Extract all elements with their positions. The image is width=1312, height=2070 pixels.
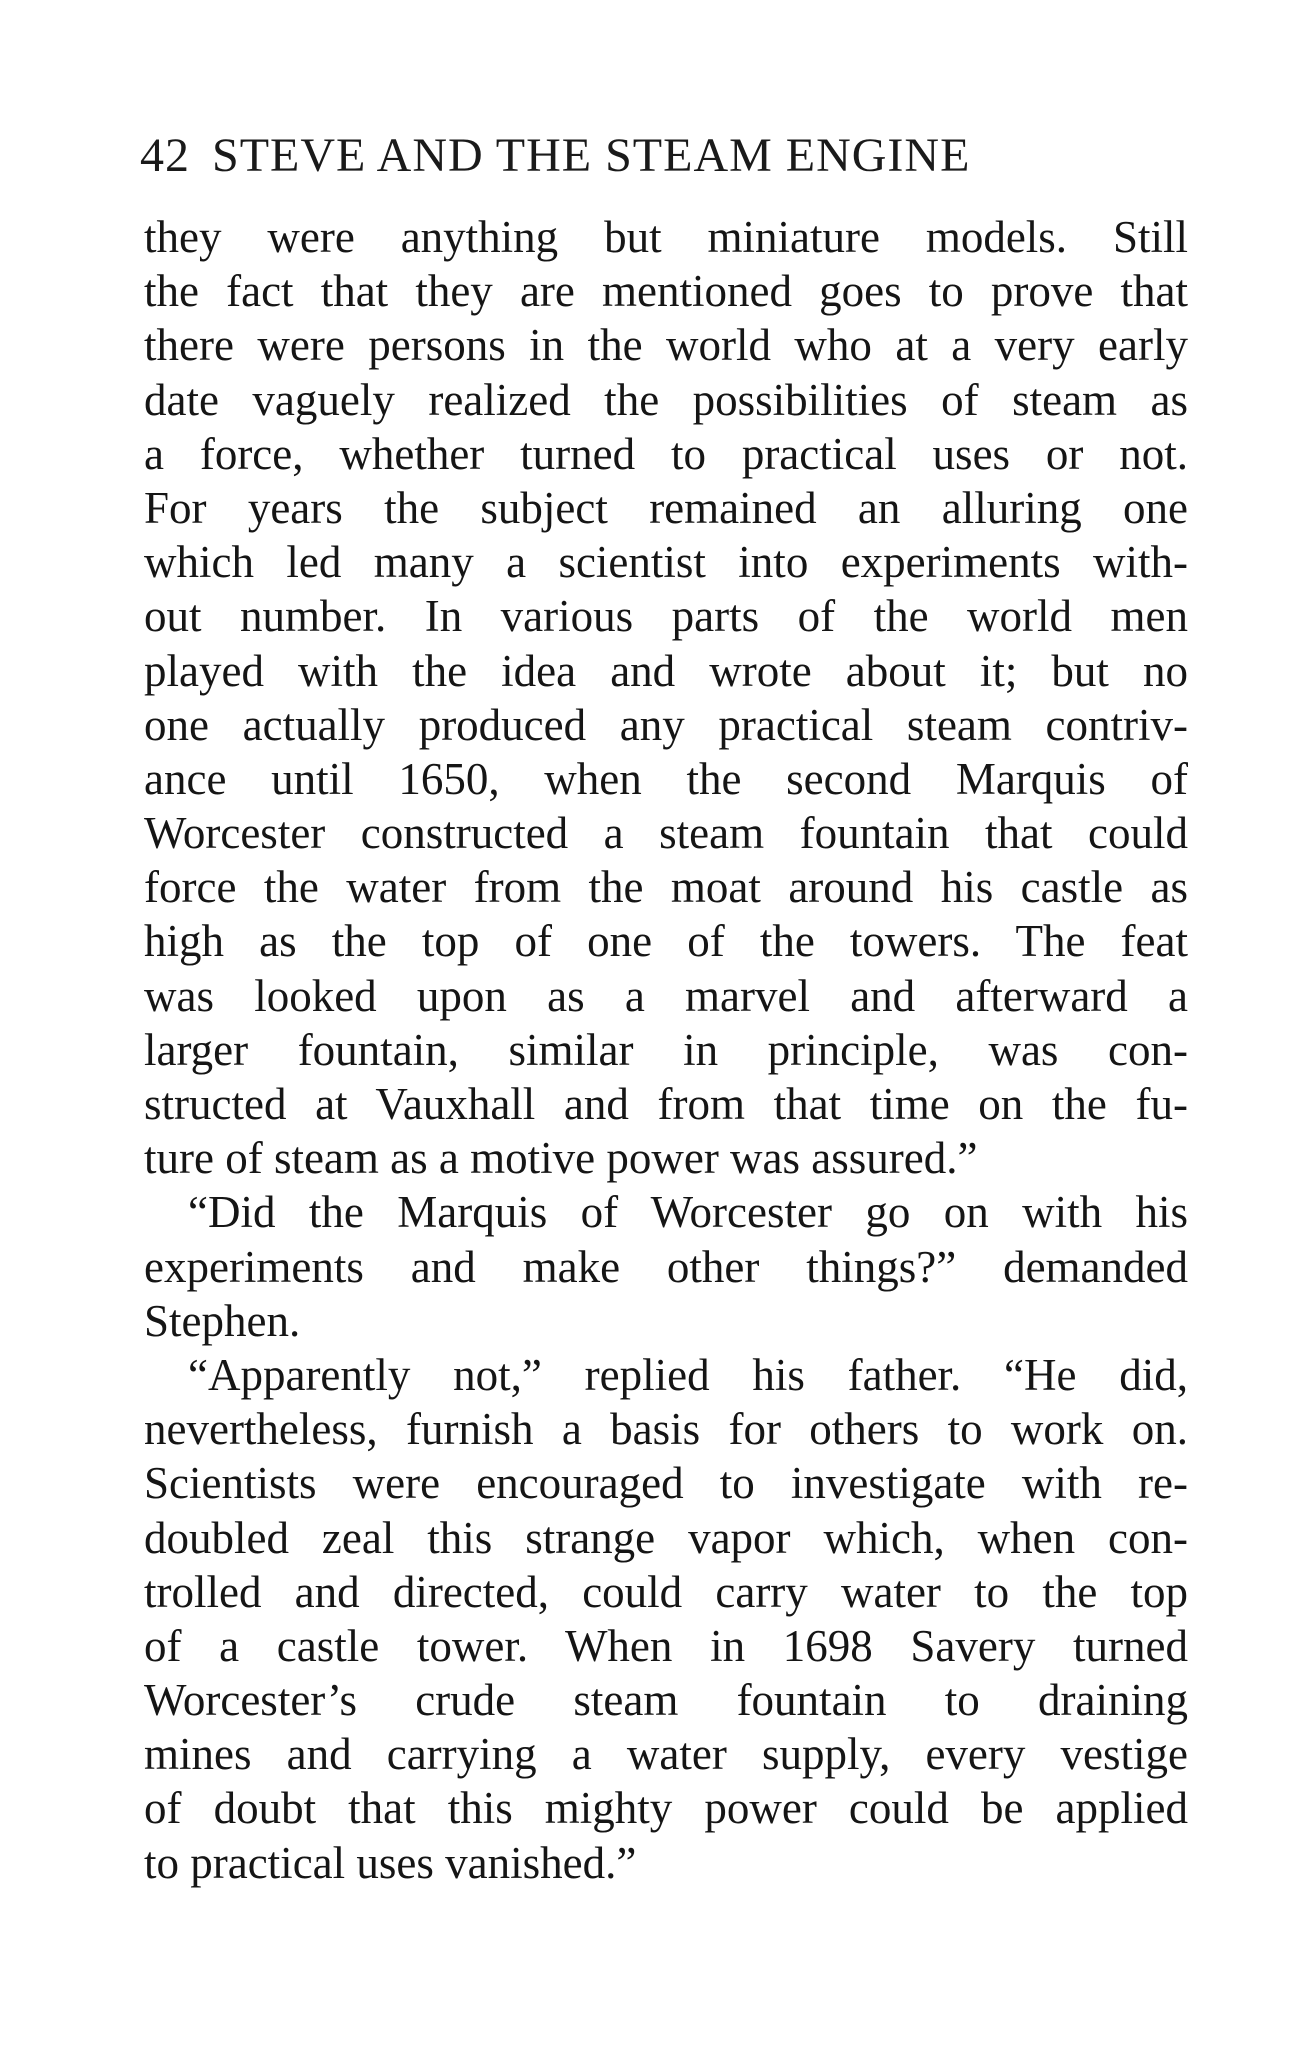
text-line: of a castle tower. When in 1698 Savery turned [144,1620,1188,1671]
page-number: 42 [140,129,190,182]
text-line: there were persons in the world who at a very early [144,320,1188,371]
text-line: nevertheless, furnish a basis for others to work on. [144,1404,1188,1455]
body-text [144,210,1188,1890]
text-line: structed at Vauxhall and from that time on the fu- [144,1079,1188,1129]
text-line: high as the top of one of the towers. The feat [144,916,1188,967]
text-line: a force, whether turned to practical uses or not. [144,428,1188,479]
text-line: force the water from the moat around his castle as [144,862,1188,913]
text-line: out number. In various parts of the world men [144,591,1188,642]
text-line: Worcester constructed a steam fountain that could [144,808,1188,859]
text-line: was looked upon as a marvel and afterward a [144,970,1188,1021]
text-line: doubled zeal this strange vapor which, when con- [144,1512,1188,1563]
text-line: Stephen. [144,1295,301,1346]
text-line: of doubt that this mighty power could be applied [144,1783,1188,1834]
text-line: the fact that they are mentioned goes to prove that [144,266,1188,317]
text-line: trolled and directed, could carry water to the top [144,1566,1188,1617]
text-line: “Apparently not,” replied his father. “He did, [188,1349,1188,1400]
text-line: For years the subject remained an alluring one [144,482,1188,533]
text-line: date vaguely realized the possibilities of steam as [144,374,1188,425]
text-line: one actually produced any practical steam contriv- [144,699,1188,750]
book-title: STEVE AND THE STEAM ENGINE [212,129,971,182]
text-line: they were anything but miniature models. Still [144,212,1188,262]
text-line: ance until 1650, when the second Marquis of [144,753,1188,804]
text-line: played with the idea and wrote about it; but no [144,645,1188,696]
text-line: ture of steam as a motive power was assured.” [144,1133,978,1184]
running-head [140,128,1190,183]
text-line: to practical uses vanished.” [144,1837,637,1888]
text-line: mines and carrying a water supply, every vestige [144,1729,1188,1780]
text-line: larger fountain, similar in principle, was con- [144,1024,1188,1075]
text-line: which led many a scientist into experiments with- [144,537,1188,588]
text-line: “Did the Marquis of Worcester go on with his [188,1187,1188,1238]
text-line: Worcester’s crude steam fountain to draining [144,1675,1188,1726]
text-line: experiments and make other things?” demanded [144,1241,1188,1292]
text-line: Scientists were encouraged to investigate with re- [144,1458,1188,1509]
